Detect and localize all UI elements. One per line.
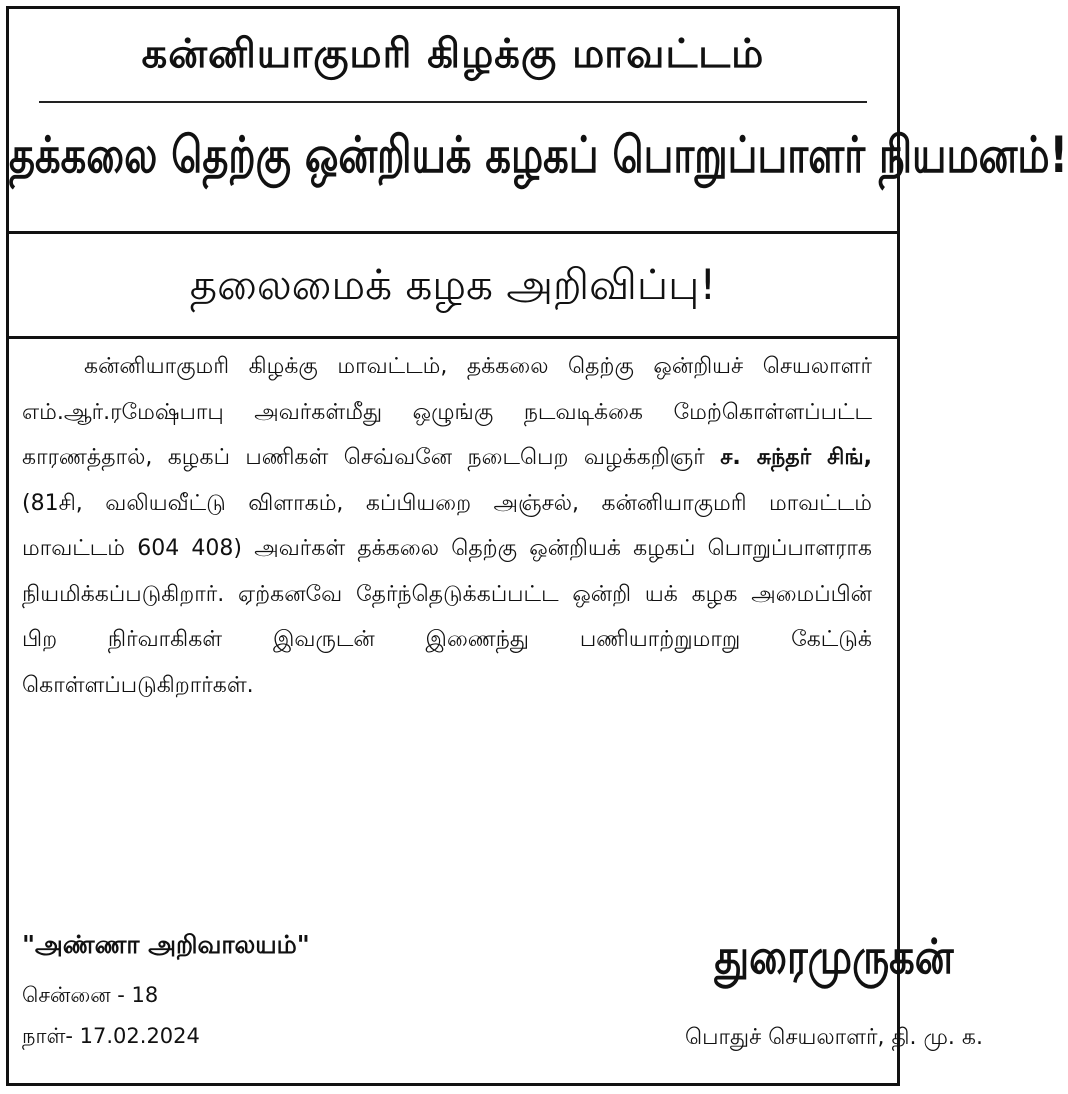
body-paragraph <box>22 344 872 708</box>
notice-body <box>22 344 872 708</box>
body-intro: கன்னியாகுமரி கிழக்கு மாவட்டம், தக்கலை தெற்கு ஒன்றியச் செயலாளர் எம்.ஆர்.ரமேஷ்பாபு அவர்கள்மீது ஒழுங்கு நடவடிக்கை மேற்கொள்ளப்பட்ட காரணத்தால், கழகப் பணிகள் செவ்வனே நடைபெற வழக்கறிஞர் <box>22 354 872 470</box>
office-block <box>22 930 442 1051</box>
notice-title-box <box>9 234 897 339</box>
notice-title: தலைமைக் கழக அறிவிப்பு! <box>189 260 717 309</box>
signatory-title: பொதுச் செயலாளர், தி. மு. க. <box>685 1025 983 1050</box>
header-divider <box>39 101 867 103</box>
signatory-block <box>624 930 1044 1053</box>
signatory-name: துரைமுருகன் <box>714 930 954 986</box>
office-city: சென்னை - 18 <box>22 983 159 1007</box>
body-continuation: (81சி, வலியவீட்டு விளாகம், கப்பியறை அஞ்சல், கன்னியாகுமரி மாவட்டம் மாவட்டம் 604 408) அவர்கள் தக்கலை தெற்கு ஒன்றியக் கழகப் பொறுப்பாளராக நியமிக்கப்படுகிறார். ஏற்கனவே தேர்ந்தெடுக்கப்பட்ட ஒன்றி யக் கழக அமைப்பின் பிற நிர்வாகிகள் இவருடன் இணைந்து பணியாற்றுமாறு கேட்டுக் கொள்ளப்படுகிறார்கள். <box>22 490 872 698</box>
district-title: கன்னியாகுமரி கிழக்கு மாவட்டம் <box>141 31 765 77</box>
header-box <box>9 9 1068 234</box>
appointment-title: தக்கலை தெற்கு ஒன்றியக் கழகப் பொறுப்பாளர் நியமனம்! <box>9 127 1068 185</box>
appointee-name: ச. சுந்தர் சிங், <box>720 445 872 470</box>
office-name: "அண்ணா அறிவாலயம்" <box>22 930 310 959</box>
notice-date: நாள்- 17.02.2024 <box>22 1024 200 1048</box>
